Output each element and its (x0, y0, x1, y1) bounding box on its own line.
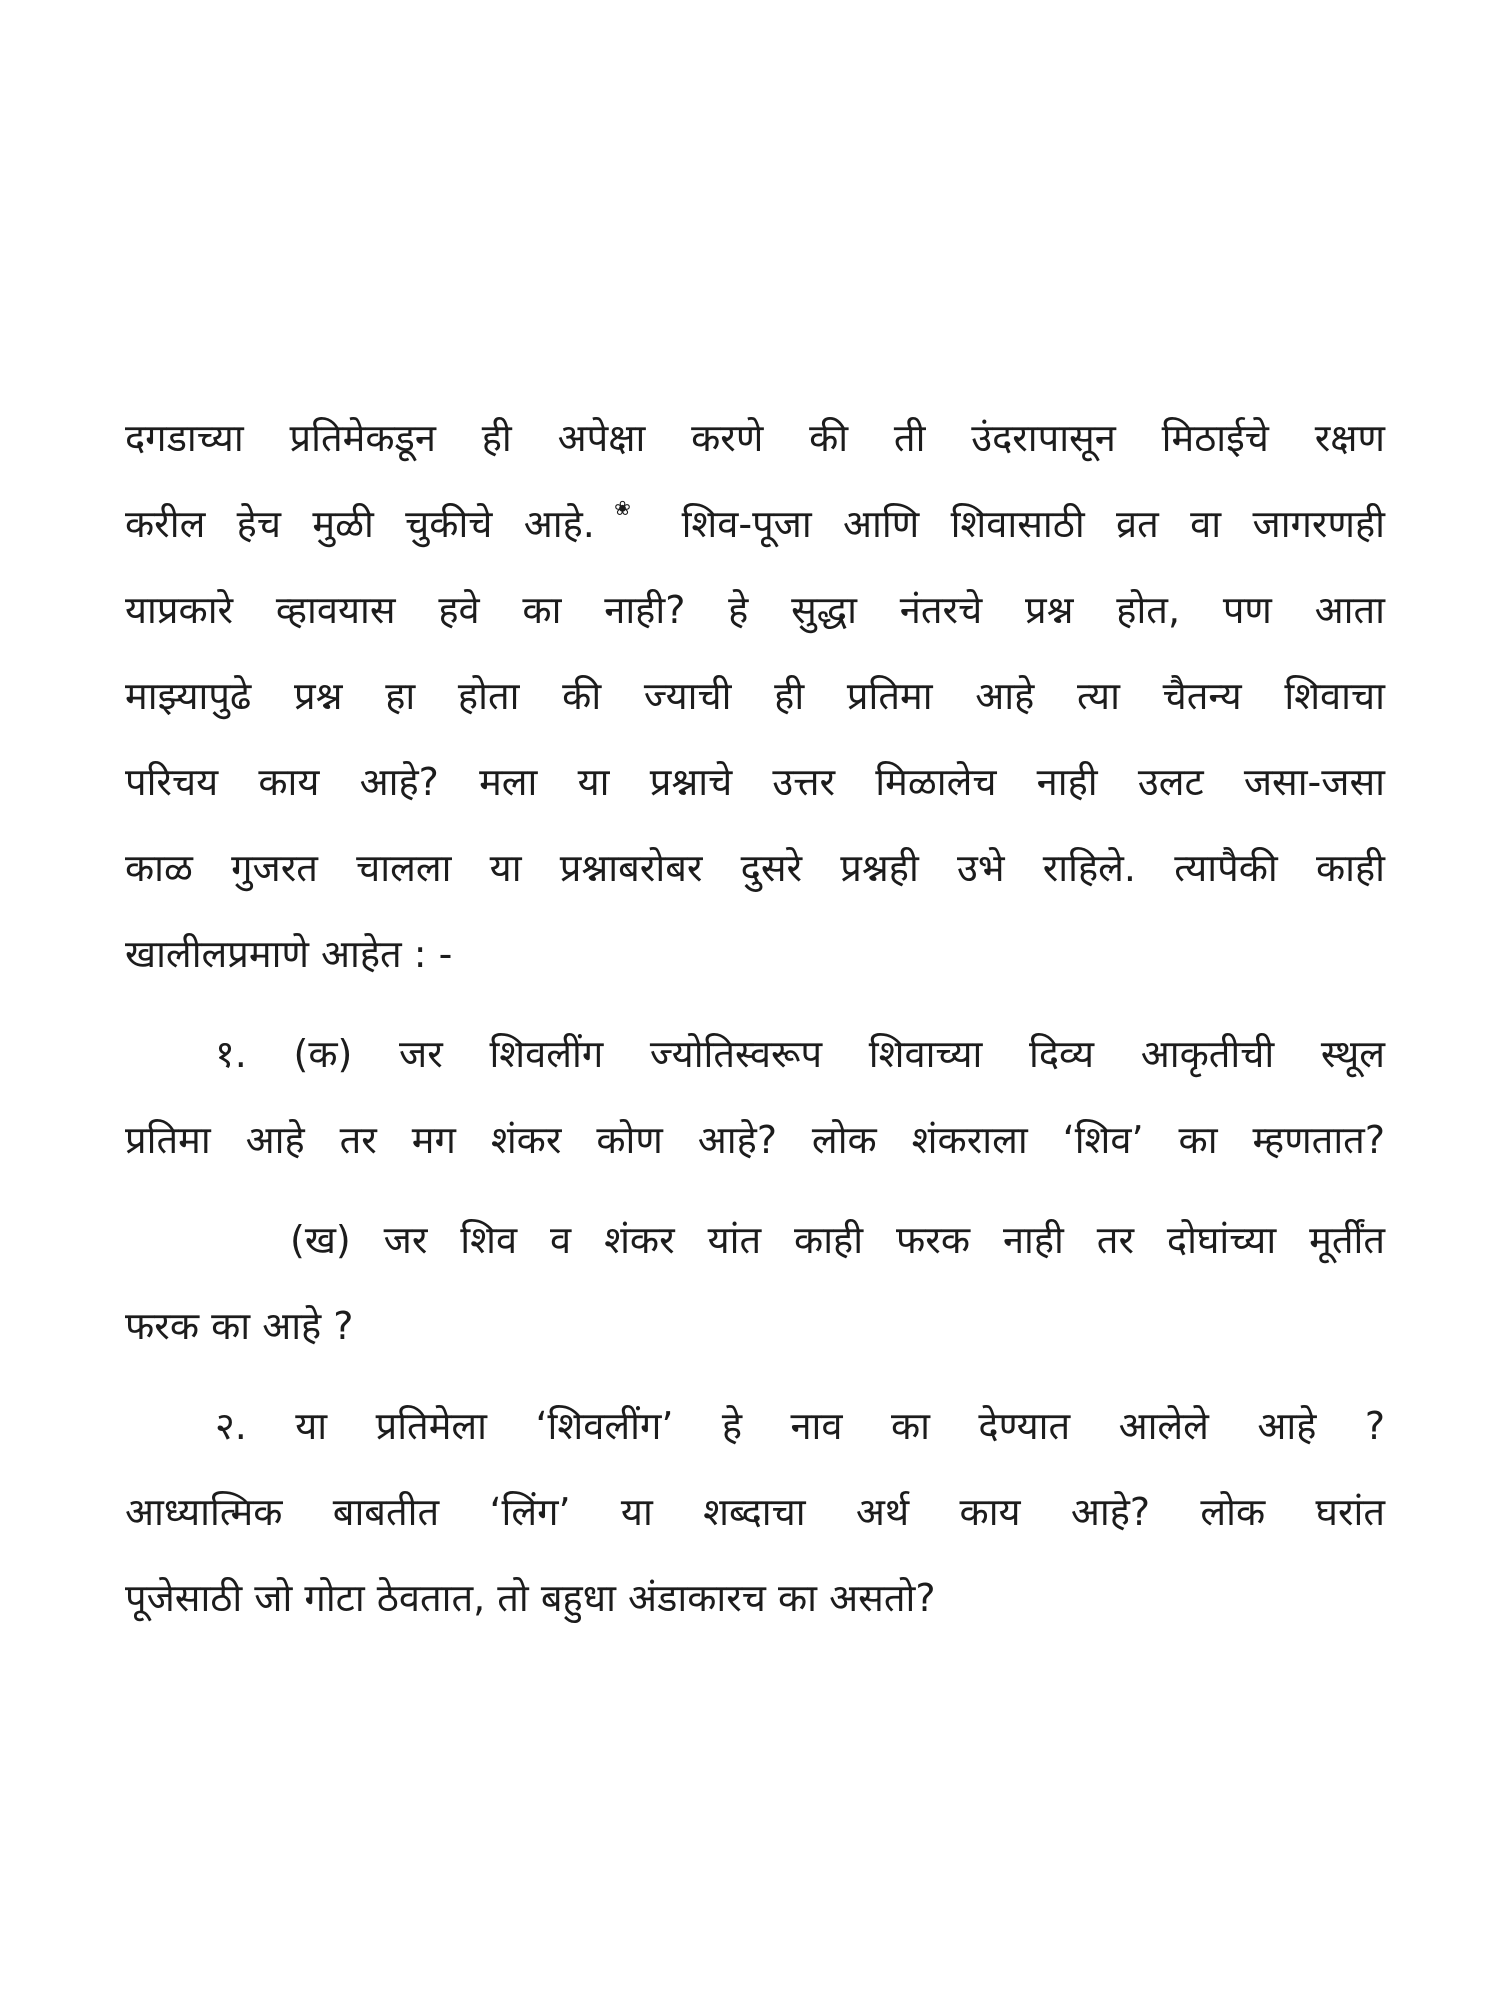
text-line: २. या प्रतिमेला ‘शिवलींग’ हे नाव का देण्यात आलेले आहे ? (215, 1404, 1385, 1448)
text-line: प्रतिमा आहे तर मग शंकर कोण आहे? लोक शंकराला ‘शिव’ का म्हणतात? (125, 1118, 1385, 1162)
text-line: पूजेसाठी जो गोटा ठेवतात, तो बहुधा अंडाकारच का असतो? (125, 1576, 936, 1620)
text-line: १. (क) जर शिवलींग ज्योतिस्वरूप शिवाच्या दिव्य आकृतीची स्थूल (215, 1032, 1385, 1076)
question-2 (125, 1383, 1385, 1641)
paragraph-1 (125, 395, 1385, 997)
text-line: आध्यात्मिक बाबतीत ‘लिंग’ या शब्दाचा अर्थ काय आहे? लोक घरांत (125, 1490, 1385, 1534)
text-line: याप्रकारे व्हावयास हवे का नाही? हे सुद्धा नंतरचे प्रश्न होत, पण आता (125, 588, 1385, 632)
footnote-mark: ❀ (594, 496, 651, 520)
question-1b (125, 1197, 1385, 1369)
text-line: खालीलप्रमाणे आहेत : - (125, 932, 453, 976)
text-segment: शिव-पूजा आणि शिवासाठी व्रत वा जागरणही (681, 502, 1385, 546)
text-line (125, 481, 1385, 567)
text-line: परिचय काय आहे? मला या प्रश्नाचे उत्तर मिळालेच नाही उलट जसा-जसा (125, 760, 1385, 804)
question-1a (125, 1011, 1385, 1183)
text-segment: करील हेच मुळी चुकीचे आहे. (125, 502, 595, 546)
text-line: दगडाच्या प्रतिमेकडून ही अपेक्षा करणे की ती उंदरापासून मिठाईचे रक्षण (125, 416, 1385, 460)
text-line: माझ्यापुढे प्रश्न हा होता की ज्याची ही प्रतिमा आहे त्या चैतन्य शिवाचा (125, 674, 1385, 718)
text-line: काळ गुजरत चालला या प्रश्नाबरोबर दुसरे प्रश्नही उभे राहिले. त्यापैकी काही (125, 846, 1385, 890)
text-line: (ख) जर शिव व शंकर यांत काही फरक नाही तर दोघांच्या मूर्तींत (290, 1218, 1385, 1262)
body-text (125, 395, 1385, 1641)
text-line: फरक का आहे ? (125, 1304, 354, 1348)
